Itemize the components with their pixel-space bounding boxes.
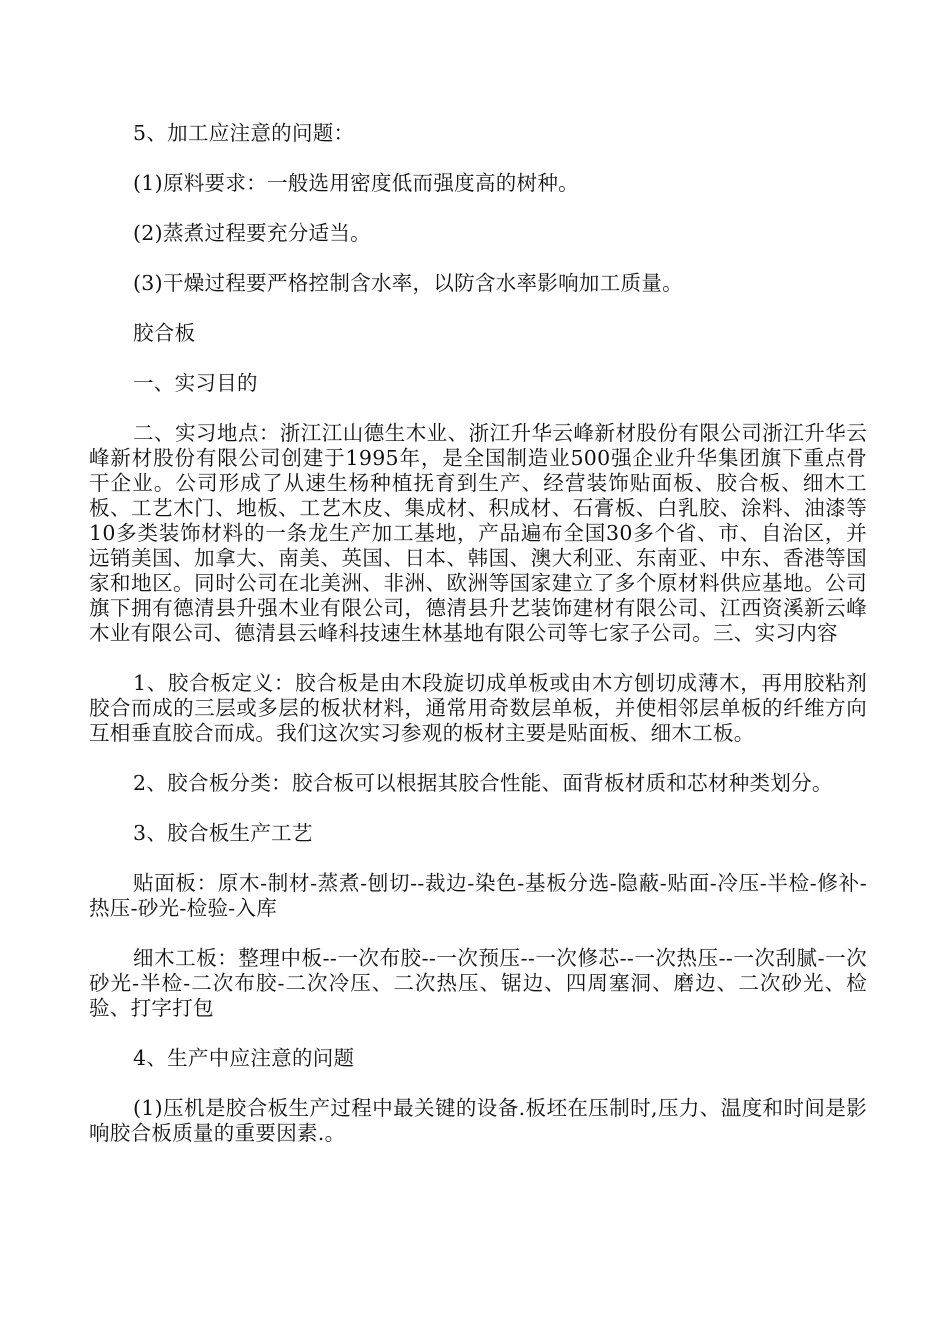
heading-internship-purpose: 一、实习目的 [133, 371, 258, 395]
paragraph-plywood-definition: 1、胶合板定义：胶合板是由木段旋切成单板或由木方刨切成薄木，再用胶粘剂胶合而成的三层或多层的板状材料，通常用奇数层单板，并使相邻层单板的纤维方向互相垂直胶合而成。我们这次实习参观的板材主要是贴面板、细木工板。 [89, 671, 867, 745]
paragraph-internship-location: 二、实习地点：浙江江山德生木业、浙江升华云峰新材股份有限公司浙江升华云峰新材股份有限公司创建于1995年，是全国制造业500强企业升华集团旗下重点骨干企业。公司形成了从速生杨种植抚育到生产、经营装饰贴面板、胶合板、细木工板、工艺木门、地板、工艺木皮、集成材、积成材、石膏板、白乳胶、涂料、油漆等10多类装饰材料的一条龙生产加工基地，产品遍布全国30多个省、市、自治区，并远销美国、加拿大、南美、英国、日本、韩国、澳大利亚、东南亚、中东、香港等国家和地区。同时公司在北美洲、非洲、欧洲等国家建立了多个原材料供应基地。公司旗下拥有德清县升强木业有限公司，德清县升艺装饰建材有限公司、江西资溪新云峰木业有限公司、德清县云峰科技速生林基地有限公司等七家子公司。三、实习内容 [89, 421, 867, 645]
item-drying: (3)干燥过程要严格控制含水率，以防含水率影响加工质量。 [133, 271, 683, 295]
paragraph-veneer-process: 贴面板：原木-制材-蒸煮-刨切--裁边-染色-基板分选-隐蔽-贴面-冷压-半检-修补-热压-砂光-检验-入库 [89, 871, 867, 920]
paragraph-plywood-classification: 2、胶合板分类：胶合板可以根据其胶合性能、面背板材质和芯材种类划分。 [133, 771, 833, 795]
paragraph-blockboard-process: 细木工板：整理中板--一次布胶--一次预压--一次修芯--一次热压--一次刮腻-一次砂光-半检-二次布胶-二次冷压、二次热压、锯边、四周塞洞、磨边、二次砂光、检验、打字打包 [89, 946, 867, 1020]
heading-production-issues: 4、生产中应注意的问题 [133, 1046, 355, 1070]
item-raw-material: (1)原料要求：一般选用密度低而强度高的树种。 [133, 171, 579, 195]
heading-processing-issues: 5、加工应注意的问题： [133, 121, 355, 145]
item-steaming: (2)蒸煮过程要充分适当。 [133, 221, 371, 245]
item-press-machine: (1)压机是胶合板生产过程中最关键的设备.板坯在压制时,压力、温度和时间是影响胶合板质量的重要因素.。 [89, 1096, 867, 1145]
heading-production-process: 3、胶合板生产工艺 [133, 821, 313, 845]
section-title-plywood: 胶合板 [133, 321, 196, 345]
document-body [89, 121, 867, 1171]
